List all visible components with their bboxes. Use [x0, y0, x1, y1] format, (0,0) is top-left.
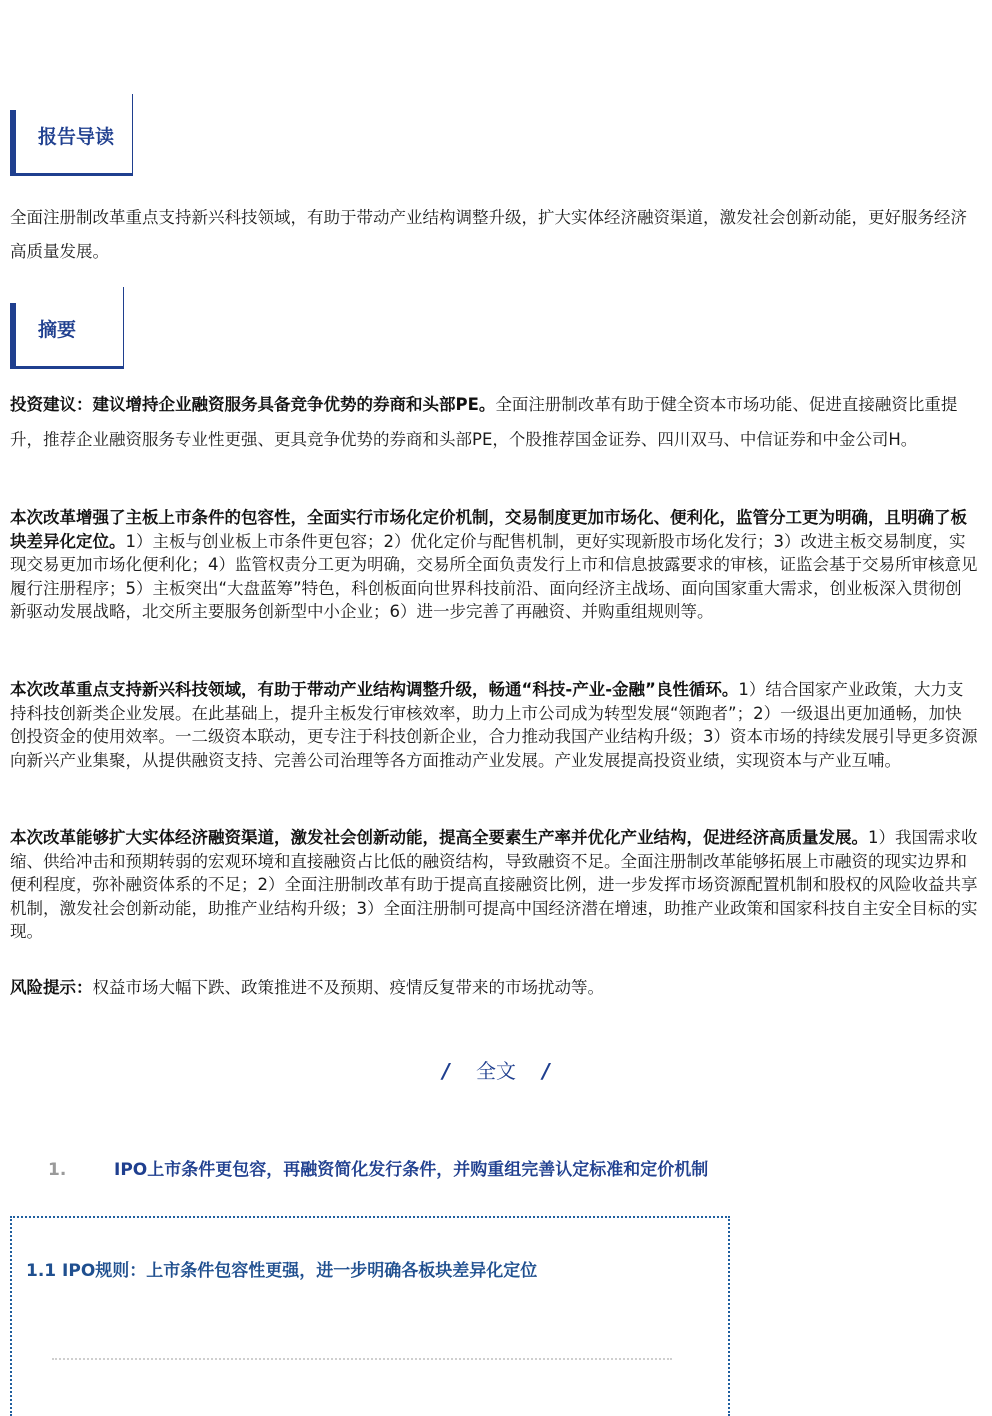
section-header-abstract	[10, 287, 124, 369]
section-title-abstract: 摘要	[38, 319, 77, 341]
paragraph-body: 1）我国需求收缩、供给冲击和预期转弱的宏观环境和直接融资占比低的融资结构，导致融资不足。全面注册制改革能够拓展上市融资的现实边界和便利程度，弥补融资体系的不足；2）全面注册制改革有助于提高直接融资比例，进一步发挥市场资源配置机制和股权的风险收益共享机制，激发社会创新动能，助推产业结构升级；3）全面注册制可提高中国经济潜在增速，助推产业政策和国家科技自主安全目标的实现。	[10, 828, 978, 942]
paragraph-body: 权益市场大幅下跌、政策推进不及预期、疫情反复带来的市场扰动等。	[92, 978, 604, 997]
paragraph-body: 1）主板与创业板上市条件更包容；2）优化定价与配售机制，更好实现新股市场化发行；3）改进主板交易制度，实现交易更加市场化便利化；4）监管权责分工更为明确，交易所全面负责发行上市和信息披露要求的审核，证监会基于交易所审核意见履行注册程序；5）主板突出“大盘蓝筹”特色，科创板面向世界科技前沿、面向经济主战场、面向国家重大需求，创业板深入贯彻创新驱动发展战略，北交所主要服务创新型中小企业；6）进一步完善了再融资、并购重组规则等。	[10, 531, 978, 622]
heading-number: 1.	[48, 1160, 67, 1180]
guide-paragraph	[10, 201, 978, 269]
fulltext-label: 全文	[476, 1059, 516, 1083]
header-bracket-left	[10, 303, 16, 369]
heading-1	[48, 1155, 708, 1180]
header-bracket-right	[123, 287, 124, 369]
abstract-paragraph-investment	[10, 387, 978, 457]
header-bracket-right	[132, 94, 133, 176]
header-bracket-bottom	[10, 366, 124, 369]
abstract-paragraph-reform	[10, 506, 978, 624]
header-bracket-bottom	[10, 173, 133, 176]
paragraph-lead: 本次改革能够扩大实体经济融资渠道，激发社会创新动能，提高全要素生产率并优化产业结构，促进经济高质量发展。	[10, 828, 868, 847]
cut-off-text-line	[52, 1358, 672, 1366]
abstract-paragraph-financing	[10, 826, 978, 944]
guide-text: 全面注册制改革重点支持新兴科技领域，有助于带动产业结构调整升级，扩大实体经济融资渠道，激发社会创新动能，更好服务经济高质量发展。	[10, 208, 967, 261]
paragraph-lead: 本次改革增强了主板上市条件的包容性，全面实行市场化定价机制，交易制度更加市场化、便利化，监管分工更为明确，且明确了板块差异化定位。	[10, 508, 967, 551]
subsection-box	[10, 1216, 730, 1416]
paragraph-lead: 风险提示：	[10, 978, 93, 997]
header-bracket-left	[10, 110, 16, 176]
abstract-paragraph-risk	[10, 976, 978, 1000]
paragraph-body: 全面注册制改革有助于健全资本市场功能、促进直接融资比重提升，推荐企业融资服务专业性更强、更具竞争优势的券商和头部PE，个股推荐国金证券、四川双马、中信证券和中金公司H。	[10, 395, 958, 449]
section-header-guide	[10, 94, 133, 176]
paragraph-lead: 投资建议：建议增持企业融资服务具备竞争优势的券商和头部PE。	[10, 395, 496, 414]
heading-text: IPO上市条件更包容，再融资简化发行条件，并购重组完善认定标准和定价机制	[114, 1160, 709, 1180]
heading-2: 1.1 IPO规则：上市条件包容性更强，进一步明确各板块差异化定位	[26, 1261, 538, 1281]
fulltext-divider	[0, 1055, 992, 1084]
abstract-paragraph-tech	[10, 678, 978, 772]
slash-mark-left: /	[442, 1059, 450, 1083]
paragraph-lead: 本次改革重点支持新兴科技领域，有助于带动产业结构调整升级，畅通“科技-产业-金融”良性循环。	[10, 680, 739, 699]
paragraph-body: 1）结合国家产业政策，大力支持科技创新类企业发展。在此基础上，提升主板发行审核效率，助力上市公司成为转型发展“领跑者”；2）一级退出更加通畅，加快创投资金的使用效率。一二级资本联动，更专注于科技创新企业，合力推动我国产业结构升级；3）资本市场的持续发展引导更多资源向新兴产业集聚，从提供融资支持、完善公司治理等各方面推动产业发展。产业发展提高投资业绩，实现资本与产业互哺。	[10, 680, 978, 770]
slash-mark-right: /	[542, 1059, 550, 1083]
section-title-guide: 报告导读	[38, 126, 115, 148]
